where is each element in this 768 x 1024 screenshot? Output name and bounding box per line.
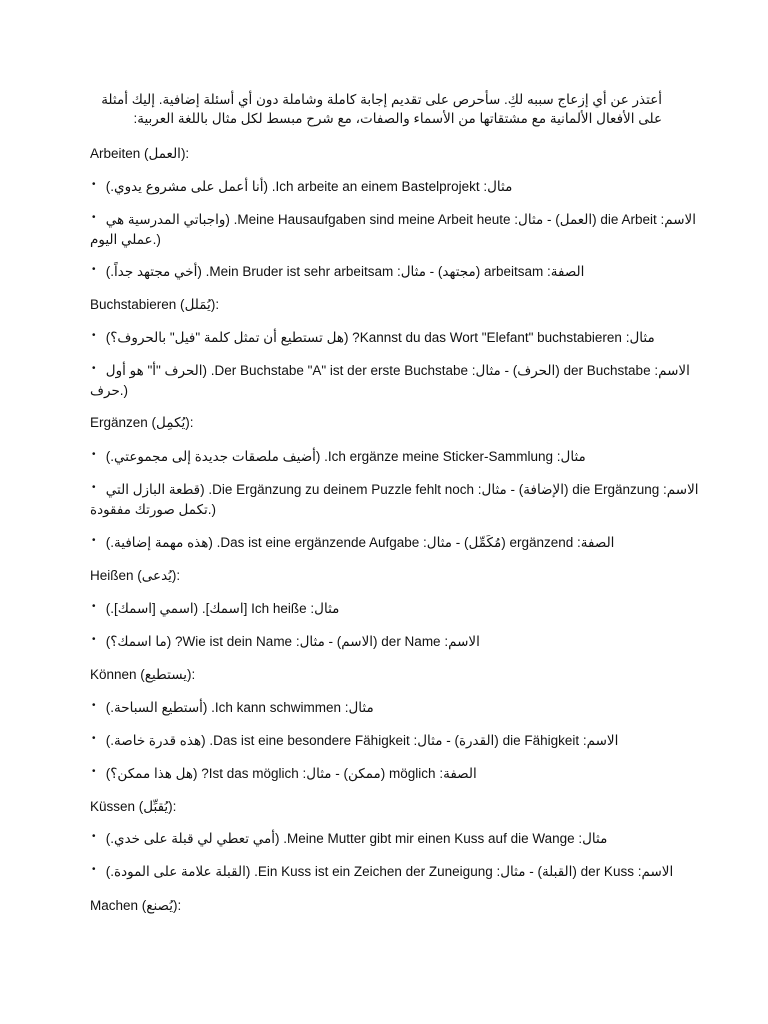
bullet-icon: •: [92, 733, 96, 744]
list-item-text: الصفة: ergänzend (مُكَمِّل) - مثال: Das ist eine ergänzende Aufgabe. (هذه مهمة إضافية.): [105, 535, 615, 550]
list-item-text: الاسم: die Ergänzung (الإضافة) - مثال: Die Ergänzung zu deinem Puzzle fehlt noch. (قطعة البازل التي: [105, 482, 699, 497]
section-heading: Machen (يُصنع):: [90, 898, 182, 913]
list-item-text: مثال: Meine Mutter gibt mir einen Kuss auf die Wange. (أمي تعطي لي قبلة على خدي.): [105, 831, 608, 846]
intro-line-2: على الأفعال الألمانية مع مشتقاتها من الأسماء والصفات، مع شرح مبسط لكل مثال باللغة العربية:: [133, 111, 662, 126]
list-item: [92, 698, 684, 718]
bullet-icon: •: [92, 700, 96, 711]
bullet-icon: •: [92, 330, 96, 341]
list-item-continuation: حرف.): [90, 383, 129, 398]
list-item-text: مثال: Ich arbeite an einem Bastelprojekt. (أنا أعمل على مشروع يدوي.): [105, 179, 513, 194]
list-item: [92, 361, 690, 381]
list-item-text: الاسم: der Buchstabe (الحرف) - مثال: Der Buchstabe "A" ist der erste Buchstabe. (الحرف "أ" هو أول: [105, 363, 690, 378]
bullet-icon: •: [92, 831, 96, 842]
list-item-text: مثال: Ich ergänze meine Sticker-Sammlung. (أضيف ملصقات جديدة إلى مجموعتي.): [105, 449, 586, 464]
list-item: [92, 210, 696, 230]
intro-paragraph: [88, 90, 662, 128]
bullet-icon: •: [92, 864, 96, 875]
bullet-icon: •: [92, 535, 96, 546]
bullet-icon: •: [92, 179, 96, 190]
list-item: [92, 862, 684, 882]
list-item: [92, 764, 684, 784]
bullet-icon: •: [92, 634, 96, 645]
list-item-text: الصفة: möglich (ممكن) - مثال: Ist das möglich? (هل هذا ممكن؟): [105, 766, 477, 781]
list-item: [92, 480, 699, 500]
bullet-icon: •: [92, 449, 96, 460]
list-item-text: مثال: Ich kann schwimmen. (أستطيع السباحة.): [105, 700, 374, 715]
list-item-text: الاسم: der Kuss (القبلة) - مثال: Ein Kuss ist ein Zeichen der Zuneigung. (القبلة علامة على المودة.): [105, 864, 674, 879]
list-item-continuation: تكمل صورتك مفقودة.): [90, 502, 217, 517]
list-item: [92, 632, 684, 652]
list-item-text: مثال: Kannst du das Wort "Elefant" buchstabieren? (هل تستطيع أن تمثل كلمة "فيل" بالحروف؟): [105, 330, 655, 345]
list-item-text: الاسم: die Fähigkeit (القدرة) - مثال: Das ist eine besondere Fähigkeit. (هذه قدرة خاصة.): [105, 733, 619, 748]
bullet-icon: •: [92, 482, 96, 493]
list-item: [92, 829, 684, 849]
list-item: [92, 533, 684, 553]
list-item: [92, 447, 684, 467]
list-item: [92, 262, 684, 282]
list-item: [92, 177, 684, 197]
section-heading: Küssen (يُقبِّل):: [90, 799, 177, 814]
list-item: [92, 328, 684, 348]
list-item: [92, 599, 684, 619]
bullet-icon: •: [92, 766, 96, 777]
list-item-text: الصفة: arbeitsam (مجتهد) - مثال: Mein Bruder ist sehr arbeitsam. (أخي مجتهد جداً.): [105, 264, 585, 279]
intro-line-1: أعتذر عن أي إزعاج سببه لكِ. سأحرص على تقديم إجابة كاملة وشاملة دون أي أسئلة إضافية. إليك أمثلة: [101, 92, 662, 107]
bullet-icon: •: [92, 264, 96, 275]
section-heading: Buchstabieren (يُمَلل):: [90, 297, 220, 312]
list-item: [92, 731, 684, 751]
bullet-icon: •: [92, 212, 96, 223]
bullet-icon: •: [92, 363, 96, 374]
list-item-text: مثال: Ich heiße [اسمك]. (اسمي [اسمك].): [105, 601, 340, 616]
section-heading: Können (يستطيع):: [90, 667, 196, 682]
list-item-text: الاسم: die Arbeit (العمل) - مثال: Meine Hausaufgaben sind meine Arbeit heute. (واجباتي المدرسية هي: [105, 212, 696, 227]
section-heading: Arbeiten (العمل):: [90, 146, 190, 161]
section-heading: Heißen (يُدعى):: [90, 568, 181, 583]
list-item-continuation: عملي اليوم.): [90, 232, 161, 247]
section-heading: Ergänzen (يُكمِل):: [90, 415, 194, 430]
bullet-icon: •: [92, 601, 96, 612]
list-item-text: الاسم: der Name (الاسم) - مثال: Wie ist dein Name? (ما اسمك؟): [105, 634, 480, 649]
